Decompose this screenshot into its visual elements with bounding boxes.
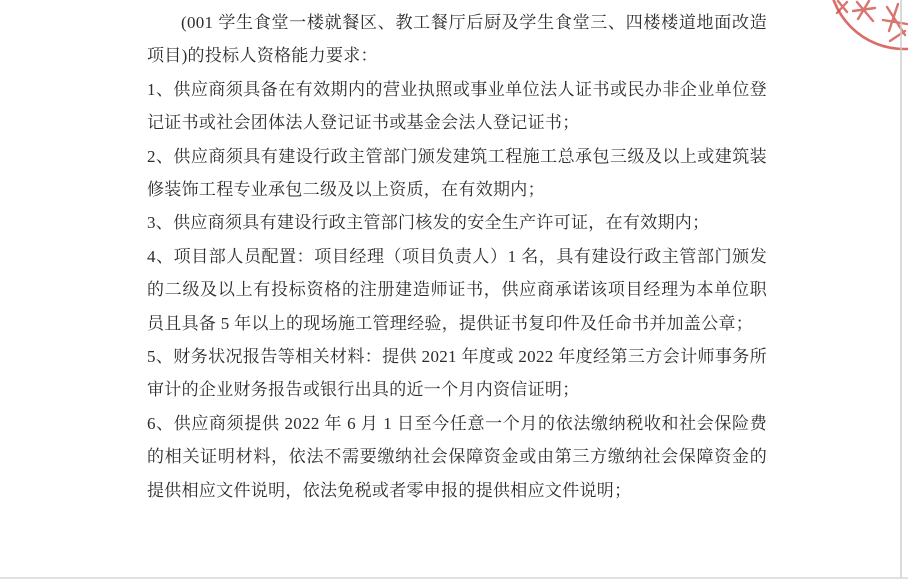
requirement-item-5: 5、财务状况报告等相关材料：提供 2021 年度或 2022 年度经第三方会计师事务所审计的企业财务报告或银行出具的近一个月内资信证明；: [147, 347, 767, 400]
document-content: [147, 6, 767, 507]
seal-character-strokes: [837, 1, 847, 13]
requirement-item-3: 3、供应商须具有建设行政主管部门核发的安全生产许可证，在有效期内；: [147, 213, 710, 233]
seal-character-strokes: [853, 1, 875, 21]
requirement-item-1: 1、供应商须具备在有效期内的营业执照或事业单位法人证书或民办非企业单位登记证书或社会团体法人登记证书或基金会法人登记证书；: [147, 79, 767, 133]
requirement-item-2: 2、供应商须具有建设行政主管部门颁发建筑工程施工总承包三级及以上或建筑装修装饰工程专业承包二级及以上资质，在有效期内；: [147, 146, 767, 200]
requirement-item-4: 4、项目部人员配置：项目经理（项目负责人）1 名，具有建设行政主管部门颁发的二级及以上有投标资格的注册建造师证书，供应商承诺该项目经理为本单位职员且具备 5 年以上的现场施工管理经验，提供证书复印件及任命书并加盖公章；: [147, 246, 767, 333]
seal-ring: [829, 0, 908, 49]
page-edge-vertical-line: [900, 0, 902, 579]
requirement-item-6: 6、供应商须提供 2022 年 6 月 1 日至今任意一个月的依法缴纳税收和社会保险费的相关证明材料，依法不需要缴纳社会保障资金或由第三方缴纳社会保障资金的提供相应文件说明，依法免税或者零申报的提供相应文件说明；: [147, 413, 767, 500]
seal-character-strokes: [883, 4, 907, 41]
intro-paragraph: (001 学生食堂一楼就餐区、教工餐厅后厨及学生食堂三、四楼楼道地面改造项目)的投标人资格能力要求：: [147, 13, 767, 66]
official-seal-stamp: [786, 0, 908, 94]
